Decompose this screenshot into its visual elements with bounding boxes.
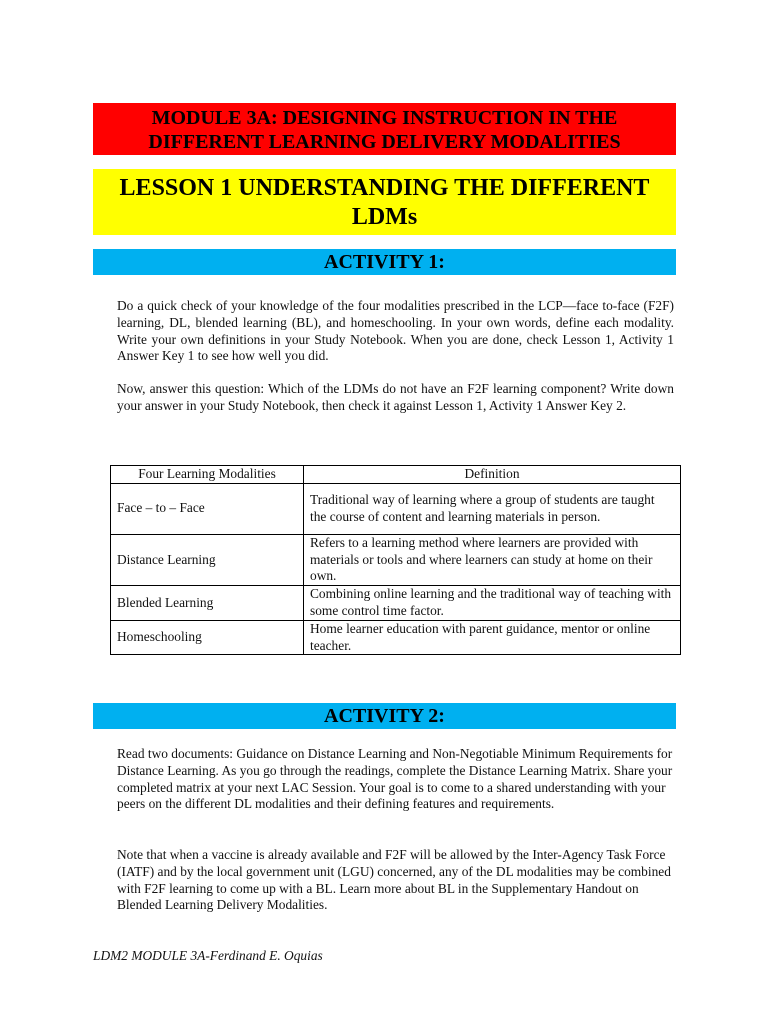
table-row: [111, 620, 681, 655]
activity1-heading: ACTIVITY 1:: [93, 249, 676, 275]
table-row: [111, 483, 681, 534]
definition-cell: Traditional way of learning where a group of students are taught the course of content and learning materials in person.: [304, 483, 681, 534]
activity2-paragraph2: Note that when a vaccine is already available and F2F will be allowed by the Inter-Agency Task Force (IATF) and by the local government unit (LGU) concerned, any of the DL modalities may be combined with F2F learning to come up with a BL. Learn more about BL in the Supplementary Handout on Blended Learning Delivery Modalities.: [117, 847, 671, 913]
table-header-definition: Definition: [304, 466, 681, 484]
modalities-table: [110, 465, 681, 655]
table-header-row: [111, 466, 681, 484]
table-row: [111, 586, 681, 621]
lesson-title-line1: LESSON 1 UNDERSTANDING THE DIFFERENT: [119, 175, 650, 201]
definition-cell: Home learner education with parent guidance, mentor or online teacher.: [304, 620, 681, 655]
table-header-modality: Four Learning Modalities: [111, 466, 304, 484]
module-title-banner: [93, 103, 676, 155]
modality-cell: Distance Learning: [111, 534, 304, 585]
activity1-paragraph2: Now, answer this question: Which of the LDMs do not have an F2F learning component? Write down your answer in your Study Notebook, then check it against Lesson 1, Activity 1 Answer Key 2.: [117, 381, 674, 413]
module-title-line1: MODULE 3A: DESIGNING INSTRUCTION IN THE: [151, 107, 618, 129]
activity2-paragraph1: Read two documents: Guidance on Distance Learning and Non-Negotiable Minimum Requirements for Distance Learning. As you go through the readings, complete the Distance Learning Matrix. Share your completed matrix at your next LAC Session. Your goal is to come to a shared understanding with your peers on the different DL modalities and their defining features and requirements.: [117, 746, 673, 812]
definition-cell: Combining online learning and the traditional way of teaching with some control time factor.: [304, 586, 681, 621]
activity2-heading: ACTIVITY 2:: [93, 703, 676, 729]
modality-cell: Face – to – Face: [111, 483, 304, 534]
lesson-title-line2: LDMs: [351, 204, 418, 230]
page-footer: LDM2 MODULE 3A-Ferdinand E. Oquias: [93, 948, 323, 963]
modality-cell: Blended Learning: [111, 586, 304, 621]
activity1-paragraph1: Do a quick check of your knowledge of the four modalities prescribed in the LCP—face to-face (F2F) learning, DL, blended learning (BL), and homeschooling. In your own words, define each modality. Write your own definitions in your Study Notebook. When you are done, check Lesson 1, Activity 1 Answer Key 1 to see how well you did.: [117, 298, 674, 364]
module-title-line2: DIFFERENT LEARNING DELIVERY MODALITIES: [148, 131, 621, 153]
lesson-title-banner: [93, 169, 676, 235]
definition-cell: Refers to a learning method where learners are provided with materials or tools and where learners can study at home on their own.: [304, 534, 681, 585]
modality-cell: Homeschooling: [111, 620, 304, 655]
table-row: [111, 534, 681, 585]
